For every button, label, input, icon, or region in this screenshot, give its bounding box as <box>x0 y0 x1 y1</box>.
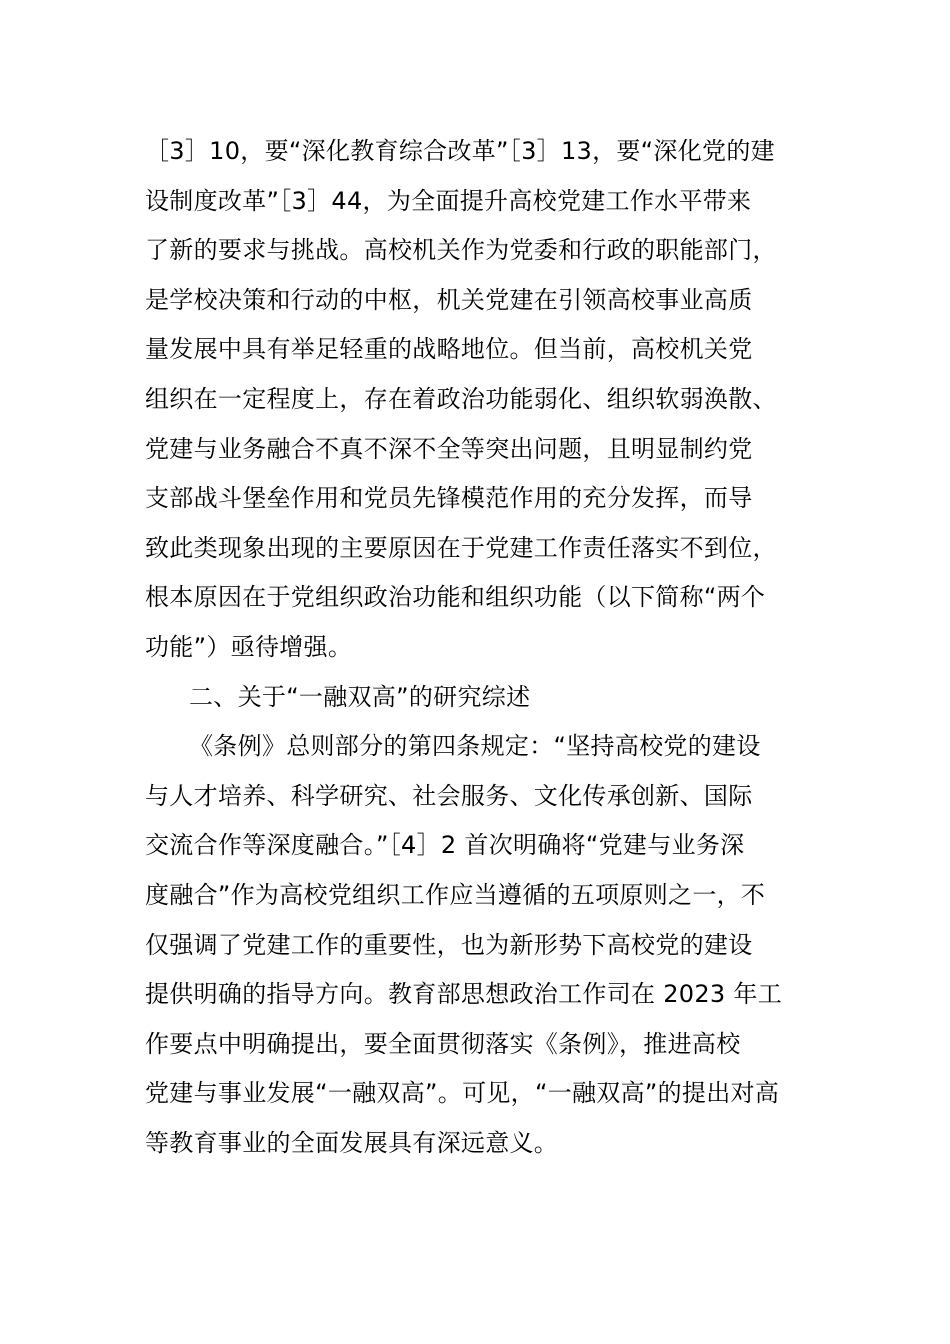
text-line: 设制度改革”［3］44，为全面提升高校党建工作水平带来 <box>145 186 752 215</box>
text-line: ［3］10，要“深化教育综合改革”［3］13，要“深化党的建 <box>145 137 775 165</box>
text-line: 是学校决策和行动的中枢，机关党建在引领高校事业高质 <box>145 285 753 314</box>
section-heading: 二、关于“一融双高”的研究综述 <box>189 682 531 711</box>
text-line: 功能”）亟待增强。 <box>145 632 353 661</box>
text-line: 度融合”作为高校党组织工作应当遵循的五项原则之一，不 <box>145 880 766 909</box>
text-line: 等教育事业的全面发展具有深远意义。 <box>145 1128 559 1157</box>
text-line: 组织在一定程度上，存在着政治功能弱化、组织软弱涣散、 <box>145 384 777 413</box>
body-text <box>145 127 815 1168</box>
text-line: 党建与事业发展“一融双高”。可见，“一融双高”的提出对高 <box>145 1079 780 1108</box>
text-line: 支部战斗堡垒作用和党员先锋模范作用的充分发挥，而导 <box>145 484 753 513</box>
text-line: 根本原因在于党组织政治功能和组织功能（以下简称“两个 <box>145 583 766 612</box>
text-line: 量发展中具有举足轻重的战略地位。但当前，高校机关党 <box>145 335 753 364</box>
text-line: 与人才培养、科学研究、社会服务、文化传承创新、国际 <box>145 781 753 810</box>
text-line: 了新的要求与挑战。高校机关作为党委和行政的职能部门， <box>145 236 777 265</box>
text-line: 致此类现象出现的主要原因在于党建工作责任落实不到位， <box>145 533 777 562</box>
text-line: 交流合作等深度融合。”［4］2 首次明确将“党建与业务深 <box>145 831 745 860</box>
text-line: 《条例》总则部分的第四条规定：“坚持高校党的建设 <box>189 732 761 761</box>
text-line: 提供明确的指导方向。教育部思想政治工作司在 2023 年工 <box>145 980 783 1009</box>
text-line: 仅强调了党建工作的重要性，也为新形势下高校党的建设 <box>145 930 753 959</box>
text-line: 党建与业务融合不真不深不全等突出问题，且明显制约党 <box>145 434 753 463</box>
text-line: 作要点中明确提出，要全面贯彻落实《条例》，推进高校 <box>145 1029 741 1058</box>
